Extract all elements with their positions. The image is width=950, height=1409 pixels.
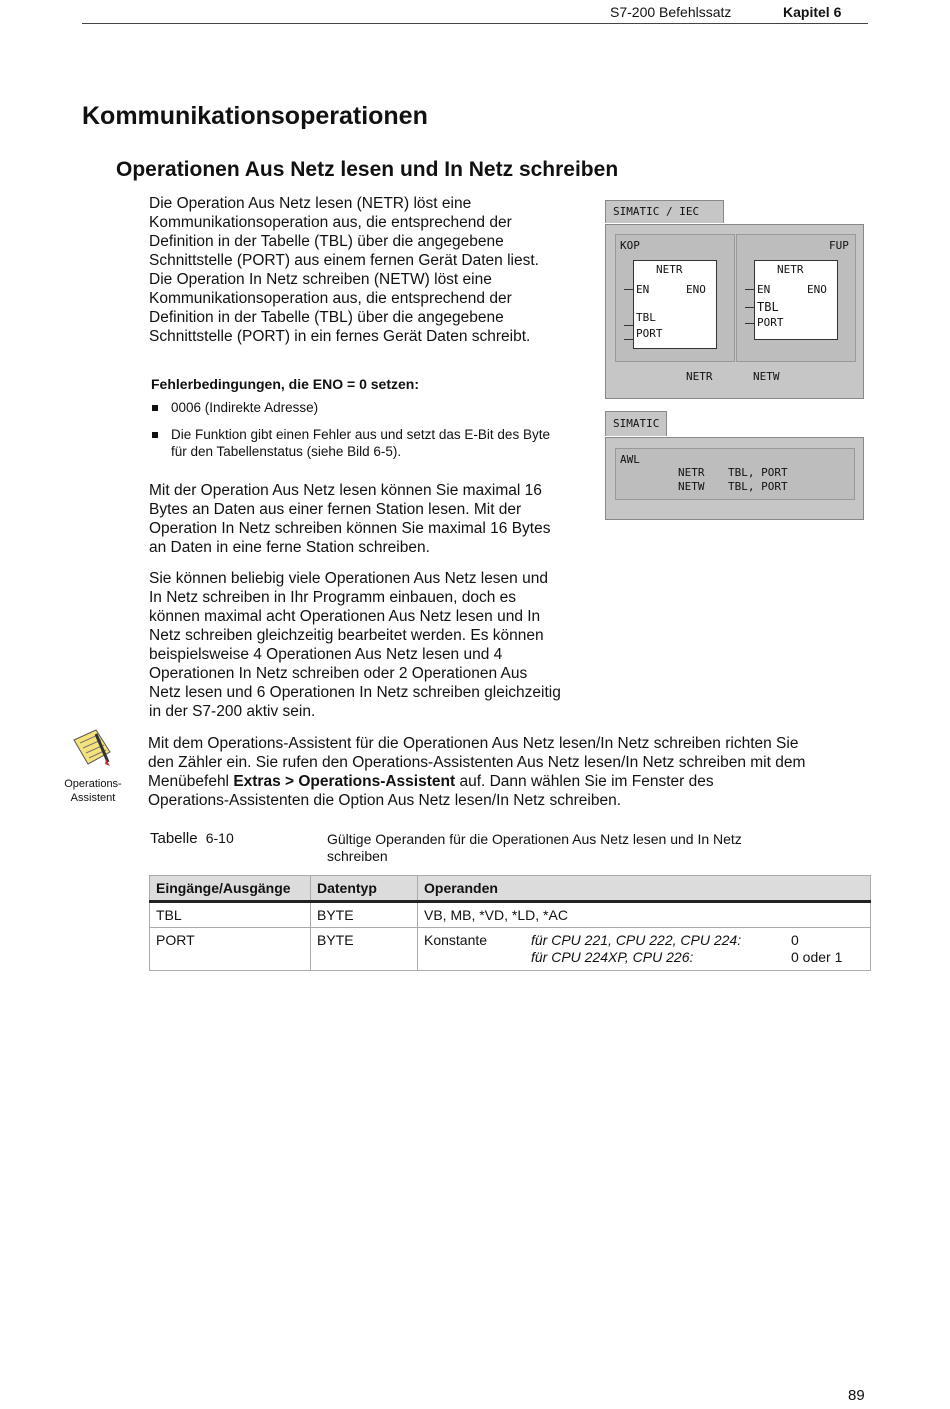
awl-operands: TBL, PORT — [728, 466, 788, 479]
pin-en: EN — [757, 283, 771, 296]
header-rule — [82, 23, 868, 24]
table-cell — [418, 928, 871, 971]
text-span: auf. Dann wählen Sie im Fenster des — [455, 773, 714, 790]
pin-tbl: TBL — [636, 311, 656, 324]
column-header: Eingänge/Ausgänge — [150, 876, 311, 902]
text-line: Die Operation Aus Netz lesen (NETR) löst eine — [149, 195, 472, 212]
fup-view — [736, 234, 856, 362]
paragraph-max-bytes — [149, 481, 551, 557]
page-number: 89 — [848, 1387, 865, 1404]
table-cell: VB, MB, *VD, *LD, *AC — [418, 902, 871, 928]
instruction-button-netr: NETR — [686, 370, 713, 383]
assistant-paragraph — [148, 734, 805, 810]
awl-panel — [605, 437, 864, 520]
operands-table — [149, 875, 871, 971]
text-line: Operationen In Netz schreiben oder 2 Operationen Aus — [149, 665, 528, 682]
text-line: Kommunikationsoperation aus, die entsprechend der — [149, 214, 512, 231]
text-line: Schnittstelle (PORT) aus einem fernen Gerät Daten liest. — [149, 252, 539, 269]
table-caption — [327, 831, 742, 865]
netr-fbd-box — [754, 260, 838, 340]
wire — [624, 289, 633, 290]
operand-value: 0 oder 1 — [791, 949, 843, 965]
text-line — [148, 772, 805, 791]
awl-label: AWL — [620, 453, 640, 466]
intro-paragraph — [149, 194, 539, 346]
table-cell: PORT — [150, 928, 311, 971]
table-header-row — [150, 876, 871, 902]
instruction-button-netw: NETW — [753, 370, 780, 383]
running-header-chapter: Kapitel 6 — [783, 4, 842, 20]
awl-operation: NETR — [678, 466, 705, 479]
error-item: 0006 (Indirekte Adresse) — [171, 400, 319, 415]
text-line: in der S7-200 aktiv sein. — [149, 703, 316, 720]
pin-tbl: TBL — [757, 300, 779, 314]
box-title: NETR — [656, 263, 683, 276]
bullet-icon — [152, 405, 158, 411]
table-cell: BYTE — [311, 928, 418, 971]
pin-eno: ENO — [807, 283, 827, 296]
text-line: Netz lesen und 6 Operationen In Netz schreiben gleichzeitig — [149, 684, 561, 701]
text-line: können maximal acht Operationen Aus Netz lesen und In — [149, 608, 541, 625]
table-label-word: Tabelle — [150, 830, 198, 847]
text-line: Mit der Operation Aus Netz lesen können Sie maximal 16 — [149, 482, 542, 499]
text-line: Operations- — [64, 778, 122, 790]
text-line: Kommunikationsoperation aus, die entsprechend der — [149, 290, 512, 307]
text-line: beispielsweise 4 Operationen Aus Netz lesen und 4 — [149, 646, 503, 663]
column-header: Operanden — [418, 876, 871, 902]
text-line: In Netz schreiben in Ihr Programm einbauen, doch es — [149, 589, 517, 606]
text-line: Definition in der Tabelle (TBL) über die angegebene — [149, 309, 504, 326]
text-line: Bytes an Daten aus einer fernen Station lesen. Mit der — [149, 501, 522, 518]
fup-label: FUP — [829, 239, 849, 252]
pin-port: PORT — [757, 316, 784, 329]
text-span: Menübefehl — [148, 773, 234, 790]
text-line: Gültige Operanden für die Operationen Aus Netz lesen und In Netz — [327, 831, 742, 847]
kop-view — [615, 234, 735, 362]
text-line: Assistent — [70, 792, 116, 804]
table-row — [150, 928, 871, 971]
pin-en: EN — [636, 283, 650, 296]
section-title: Operationen Aus Netz lesen und In Netz schreiben — [116, 158, 619, 181]
operand-kind: Konstante — [424, 932, 488, 948]
wire — [624, 325, 633, 326]
wire — [624, 339, 633, 340]
pin-port: PORT — [636, 327, 663, 340]
error-item — [171, 426, 550, 460]
text-line: an Daten in eine ferne Station schreiben. — [149, 539, 430, 556]
text-line: Schnittstelle (PORT) in ein fernes Gerät Daten schreibt. — [149, 328, 531, 345]
text-line: Netz schreiben gleichzeitig bearbeitet werden. Es können — [149, 627, 544, 644]
awl-operation: NETW — [678, 480, 705, 493]
table-row — [150, 902, 871, 928]
table-cell: TBL — [150, 902, 311, 928]
text-line: Operations-Assistenten die Option Aus Netz lesen/In Netz schreiben. — [148, 792, 621, 809]
text-line: Definition in der Tabelle (TBL) über die angegebene — [149, 233, 504, 250]
awl-operands: TBL, PORT — [728, 480, 788, 493]
kop-label: KOP — [620, 239, 640, 252]
simatic-tab: SIMATIC — [605, 411, 667, 436]
awl-view — [615, 448, 855, 500]
menu-path: Extras > Operations-Assistent — [233, 773, 456, 790]
table-label — [150, 830, 234, 847]
page-title: Kommunikationsoperationen — [82, 102, 428, 130]
bullet-icon — [152, 432, 158, 438]
netr-ladder-box — [633, 260, 717, 349]
box-title: NETR — [777, 263, 804, 276]
text-line: den Zähler ein. Sie rufen den Operations-Assistenten Aus Netz lesen/In Netz schreiben mit dem — [148, 754, 806, 771]
wire — [745, 307, 754, 308]
column-header: Datentyp — [311, 876, 418, 902]
text-line: Mit dem Operations-Assistent für die Operationen Aus Netz lesen/In Netz schreiben richten Sie — [148, 735, 799, 752]
wire — [745, 289, 754, 290]
paragraph-concurrency — [149, 569, 561, 721]
running-header-section: S7-200 Befehlssatz — [610, 4, 732, 20]
text-line: Die Funktion gibt einen Fehler aus und setzt das E-Bit des Byte — [171, 427, 550, 442]
table-cell: BYTE — [311, 902, 418, 928]
error-heading: Fehlerbedingungen, die ENO = 0 setzen: — [151, 376, 419, 392]
text-line: Die Operation In Netz schreiben (NETW) löst eine — [149, 271, 492, 288]
wizard-notepad-icon — [70, 728, 114, 768]
text-line: schreiben — [327, 848, 388, 864]
wizard-caption — [60, 777, 126, 805]
wire — [745, 323, 754, 324]
simatic-iec-tab: SIMATIC / IEC — [605, 200, 724, 223]
operand-value: 0 — [791, 932, 799, 948]
pin-eno: ENO — [686, 283, 706, 296]
table-number: 6-10 — [205, 830, 234, 846]
text-line: für den Tabellenstatus (siehe Bild 6-5). — [171, 444, 402, 459]
cpu-condition: für CPU 221, CPU 222, CPU 224: — [531, 932, 742, 948]
cpu-condition: für CPU 224XP, CPU 226: — [531, 949, 694, 965]
text-line: Sie können beliebig viele Operationen Aus Netz lesen und — [149, 570, 548, 587]
ladder-fbd-panel — [605, 224, 864, 399]
text-line: Operation In Netz schreiben können Sie maximal 16 Bytes — [149, 520, 551, 537]
